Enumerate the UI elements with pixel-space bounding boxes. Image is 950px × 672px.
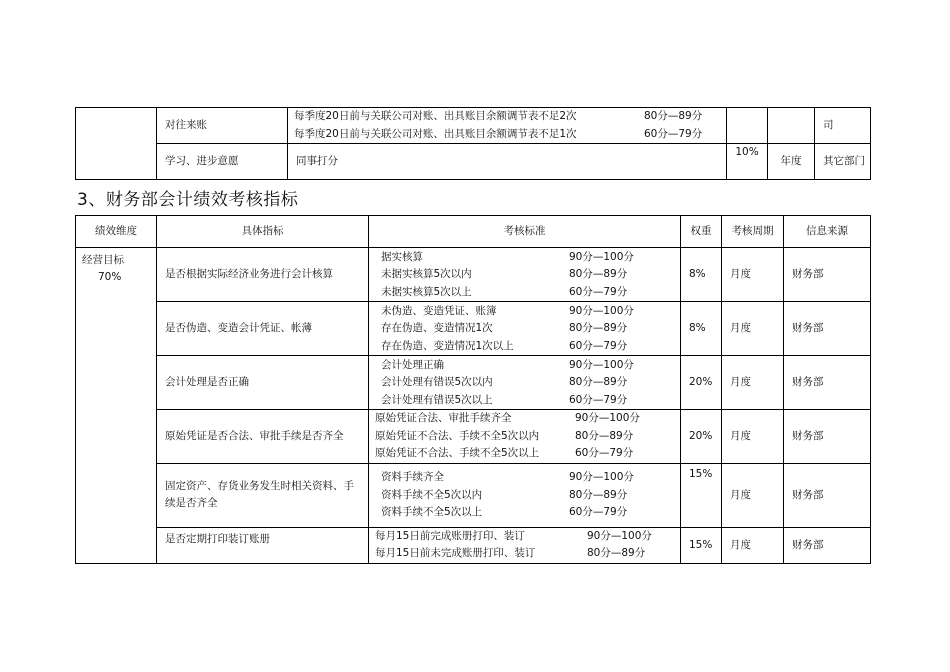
table-row bbox=[76, 144, 871, 180]
source-cell: 财务部 bbox=[784, 248, 871, 302]
header-source: 信息来源 bbox=[784, 216, 871, 248]
criteria-line: 原始凭证不合法、手续不全5次以上 60分—79分 bbox=[375, 447, 634, 460]
period-cell: 月度 bbox=[722, 356, 784, 410]
criteria-line: 每季度20日前与关联公司对账、出具账目余额调节表不足2次 80分—89分 bbox=[294, 110, 703, 123]
criteria-cell bbox=[369, 302, 681, 356]
period-cell: 月度 bbox=[722, 410, 784, 464]
source-cell: 其它部门 bbox=[815, 144, 871, 180]
source-cell: 财务部 bbox=[784, 463, 871, 527]
header-criteria: 考核标准 bbox=[369, 216, 681, 248]
criteria-line: 资料手续不全5次以上 60分—79分 bbox=[381, 506, 628, 518]
accountant-kpi-table bbox=[75, 215, 871, 564]
indicator-cell: 会计处理是否正确 bbox=[157, 356, 369, 410]
criteria-cell bbox=[369, 410, 681, 464]
header-period: 考核周期 bbox=[722, 216, 784, 248]
criteria-line: 存在伪造、变造情况1次以上 60分—79分 bbox=[381, 339, 628, 352]
table-row bbox=[76, 463, 871, 527]
dimension-weight: 70% bbox=[98, 271, 122, 283]
dimension-cell bbox=[76, 108, 157, 180]
weight-cell: 8% bbox=[681, 302, 722, 356]
source-cell: 财务部 bbox=[784, 302, 871, 356]
indicator-cell: 是否根据实际经济业务进行会计核算 bbox=[157, 248, 369, 302]
criteria-line: 会计处理有错误5次以内 80分—89分 bbox=[381, 376, 628, 388]
source-cell: 财务部 bbox=[784, 356, 871, 410]
criteria-line: 每月15日前未完成账册打印、装订 80分—89分 bbox=[375, 547, 646, 560]
source-cell: 财务部 bbox=[784, 527, 871, 563]
table-row bbox=[76, 248, 871, 302]
criteria-cell bbox=[288, 108, 727, 144]
header-indicator: 具体指标 bbox=[157, 216, 369, 248]
weight-cell: 8% bbox=[681, 248, 722, 302]
period-cell: 月度 bbox=[722, 463, 784, 527]
criteria-line: 存在伪造、变造情况1次 80分—89分 bbox=[381, 322, 628, 334]
period-cell bbox=[768, 108, 815, 144]
criteria-line: 资料手续齐全 90分—100分 bbox=[381, 471, 634, 483]
table-header-row bbox=[76, 216, 871, 248]
indicator-cell: 固定资产、存货业务发生时相关资料、手续是否齐全 bbox=[157, 463, 369, 527]
criteria-cell bbox=[369, 248, 681, 302]
indicator-cell: 对往来账 bbox=[157, 108, 288, 144]
table-row bbox=[76, 410, 871, 464]
criteria-cell bbox=[369, 463, 681, 527]
criteria-line: 每月15日前完成账册打印、装订 90分—100分 bbox=[375, 529, 652, 542]
weight-cell: 10% bbox=[727, 144, 768, 180]
period-cell: 月度 bbox=[722, 248, 784, 302]
header-dimension: 绩效维度 bbox=[76, 216, 157, 248]
period-cell: 月度 bbox=[722, 302, 784, 356]
indicator-cell: 学习、进步意愿 bbox=[157, 144, 288, 180]
table-row bbox=[76, 527, 871, 563]
header-weight: 权重 bbox=[681, 216, 722, 248]
weight-cell: 15% bbox=[681, 527, 722, 563]
indicator-cell: 是否定期打印装订账册 bbox=[157, 527, 369, 563]
source-cell: 财务部 bbox=[784, 410, 871, 464]
indicator-cell: 是否伪造、变造会计凭证、帐薄 bbox=[157, 302, 369, 356]
criteria-line: 原始凭证合法、审批手续齐全 90分—100分 bbox=[375, 412, 640, 425]
weight-cell: 20% bbox=[681, 356, 722, 410]
table-row bbox=[76, 302, 871, 356]
criteria-cell bbox=[369, 527, 681, 563]
dimension-cell bbox=[76, 248, 157, 564]
section-heading: 3、财务部会计绩效考核指标 bbox=[77, 190, 299, 210]
indicator-cell: 原始凭证是否合法、审批手续是否齐全 bbox=[157, 410, 369, 464]
criteria-line: 每季度20日前与关联公司对账、出具账目余额调节表不足1次 60分—79分 bbox=[294, 127, 703, 140]
criteria-line: 据实核算 90分—100分 bbox=[381, 250, 634, 263]
dimension-name: 经营目标 bbox=[82, 254, 124, 266]
period-cell: 年度 bbox=[768, 144, 815, 180]
criteria-line: 会计处理有错误5次以上 60分—79分 bbox=[381, 393, 628, 406]
criteria-line: 未据实核算5次以内 80分—89分 bbox=[381, 268, 628, 280]
weight-cell: 20% bbox=[681, 410, 722, 464]
weight-cell: 15% bbox=[681, 463, 722, 527]
source-cell: 司 bbox=[815, 108, 871, 144]
criteria-line: 资料手续不全5次以内 80分—89分 bbox=[381, 488, 628, 501]
criteria-line: 会计处理正确 90分—100分 bbox=[381, 358, 634, 371]
criteria-cell: 同事打分 bbox=[288, 144, 727, 180]
previous-kpi-table bbox=[75, 107, 871, 180]
weight-cell bbox=[727, 108, 768, 144]
criteria-line: 未据实核算5次以上 60分—79分 bbox=[381, 285, 628, 298]
criteria-line: 未伪造、变造凭证、账簿 90分—100分 bbox=[381, 304, 634, 317]
criteria-line: 原始凭证不合法、手续不全5次以内 80分—89分 bbox=[375, 429, 634, 442]
period-cell: 月度 bbox=[722, 527, 784, 563]
table-row bbox=[76, 108, 871, 144]
table-row bbox=[76, 356, 871, 410]
criteria-cell bbox=[369, 356, 681, 410]
